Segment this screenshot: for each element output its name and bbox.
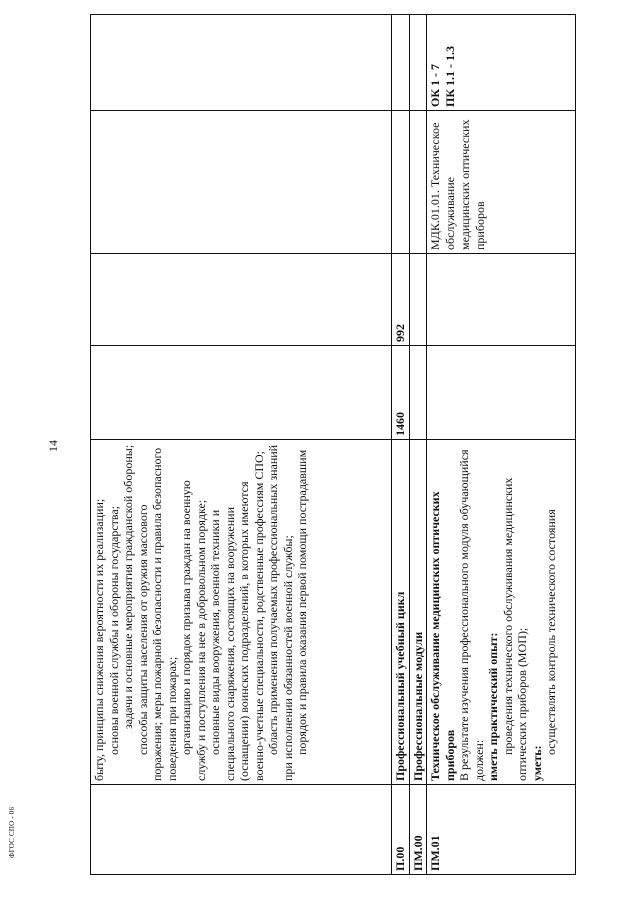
pm01-experience-heading: иметь практический опыт:: [486, 632, 500, 781]
cell-safety-knowledge-text: [91, 440, 392, 785]
cell-hours-req-empty: [91, 254, 392, 346]
knowledge-line: способы защиты населения от оружия массового поражения; меры пожарной безопасности и правила безопасного поведения при пожарах;: [135, 447, 179, 781]
cell-hours-max-empty: [91, 346, 392, 440]
cell-competencies-empty: [91, 15, 392, 111]
competencies-pk: ПК 1.1 - 1.3: [442, 45, 457, 107]
cell-code-pm01: ПМ.01: [427, 785, 576, 875]
cell-empty: [409, 254, 427, 346]
cell-code-empty: [91, 785, 392, 875]
table-row-professional-modules: [409, 15, 427, 875]
pm01-intro: В результате изучения профессионального модуля обучающийся должен:: [457, 449, 486, 781]
cell-empty: [392, 15, 410, 111]
cell-title-professional-cycle: Профессиональный учебный цикл: [392, 440, 410, 785]
pm01-title: Техническое обслуживание медицинских оптических приборов: [428, 491, 457, 781]
document-footer: ФГОС СПО - 06: [8, 806, 16, 858]
competencies-ok: ОК 1 - 7: [428, 63, 442, 107]
cell-empty: [409, 15, 427, 111]
knowledge-line: область применения получаемых профессиональных знаний при исполнении обязанностей военной службы;: [266, 444, 295, 781]
cell-empty: [409, 346, 427, 440]
cell-empty: [409, 111, 427, 254]
pm01-experience-item: проведения технического обслуживания медицинских оптических приборов (МОП);: [500, 477, 529, 781]
cell-code-p00: П.00: [392, 785, 410, 875]
pm01-skills-heading: уметь:: [529, 745, 544, 781]
table-row-pm01: [427, 15, 576, 875]
cell-empty: [427, 254, 576, 346]
cell-title-professional-modules: Профессиональные модули: [409, 440, 427, 785]
knowledge-line: основы военной службы и обороны государства;: [106, 505, 121, 755]
cell-hours-required: 992: [392, 254, 410, 346]
knowledge-line: основные виды вооружения, военной техники и специального снаряжения, состоящих на вооружении (оснащении) воинских подразделений, в которых имеются военно-учетные специальности, родственные профессиям СПО;: [208, 451, 266, 781]
knowledge-line: порядок и правила оказания первой помощи пострадавшим: [295, 449, 309, 755]
cell-pm01-description: [427, 440, 576, 785]
rotated-table-container: [90, 15, 576, 875]
page-number: 14: [46, 440, 60, 452]
cell-competencies: [427, 15, 576, 111]
cell-code-pm00: ПМ.00: [409, 785, 427, 875]
cell-empty: [427, 346, 576, 440]
cell-empty: [392, 111, 410, 254]
cell-mdk-01-01: МДК.01.01. Техническое обслуживание медицинских оптических приборов: [427, 111, 576, 254]
knowledge-line: задачи и основные мероприятия гражданской обороны;: [121, 444, 135, 729]
table-row-professional-cycle: [392, 15, 410, 875]
pm01-skills-item: осуществлять контроль технического состояния: [544, 509, 558, 755]
cell-hours-max: 1460: [392, 346, 410, 440]
curriculum-table: [90, 14, 576, 875]
knowledge-line: организацию и порядок призыва граждан на военную службу и поступления на нее в добровольном порядке;: [179, 480, 208, 781]
table-row-safety-knowledge: [91, 15, 392, 875]
knowledge-line: быту, принципы снижения вероятности их реализации;: [92, 498, 106, 781]
cell-mdk-empty: [91, 111, 392, 254]
